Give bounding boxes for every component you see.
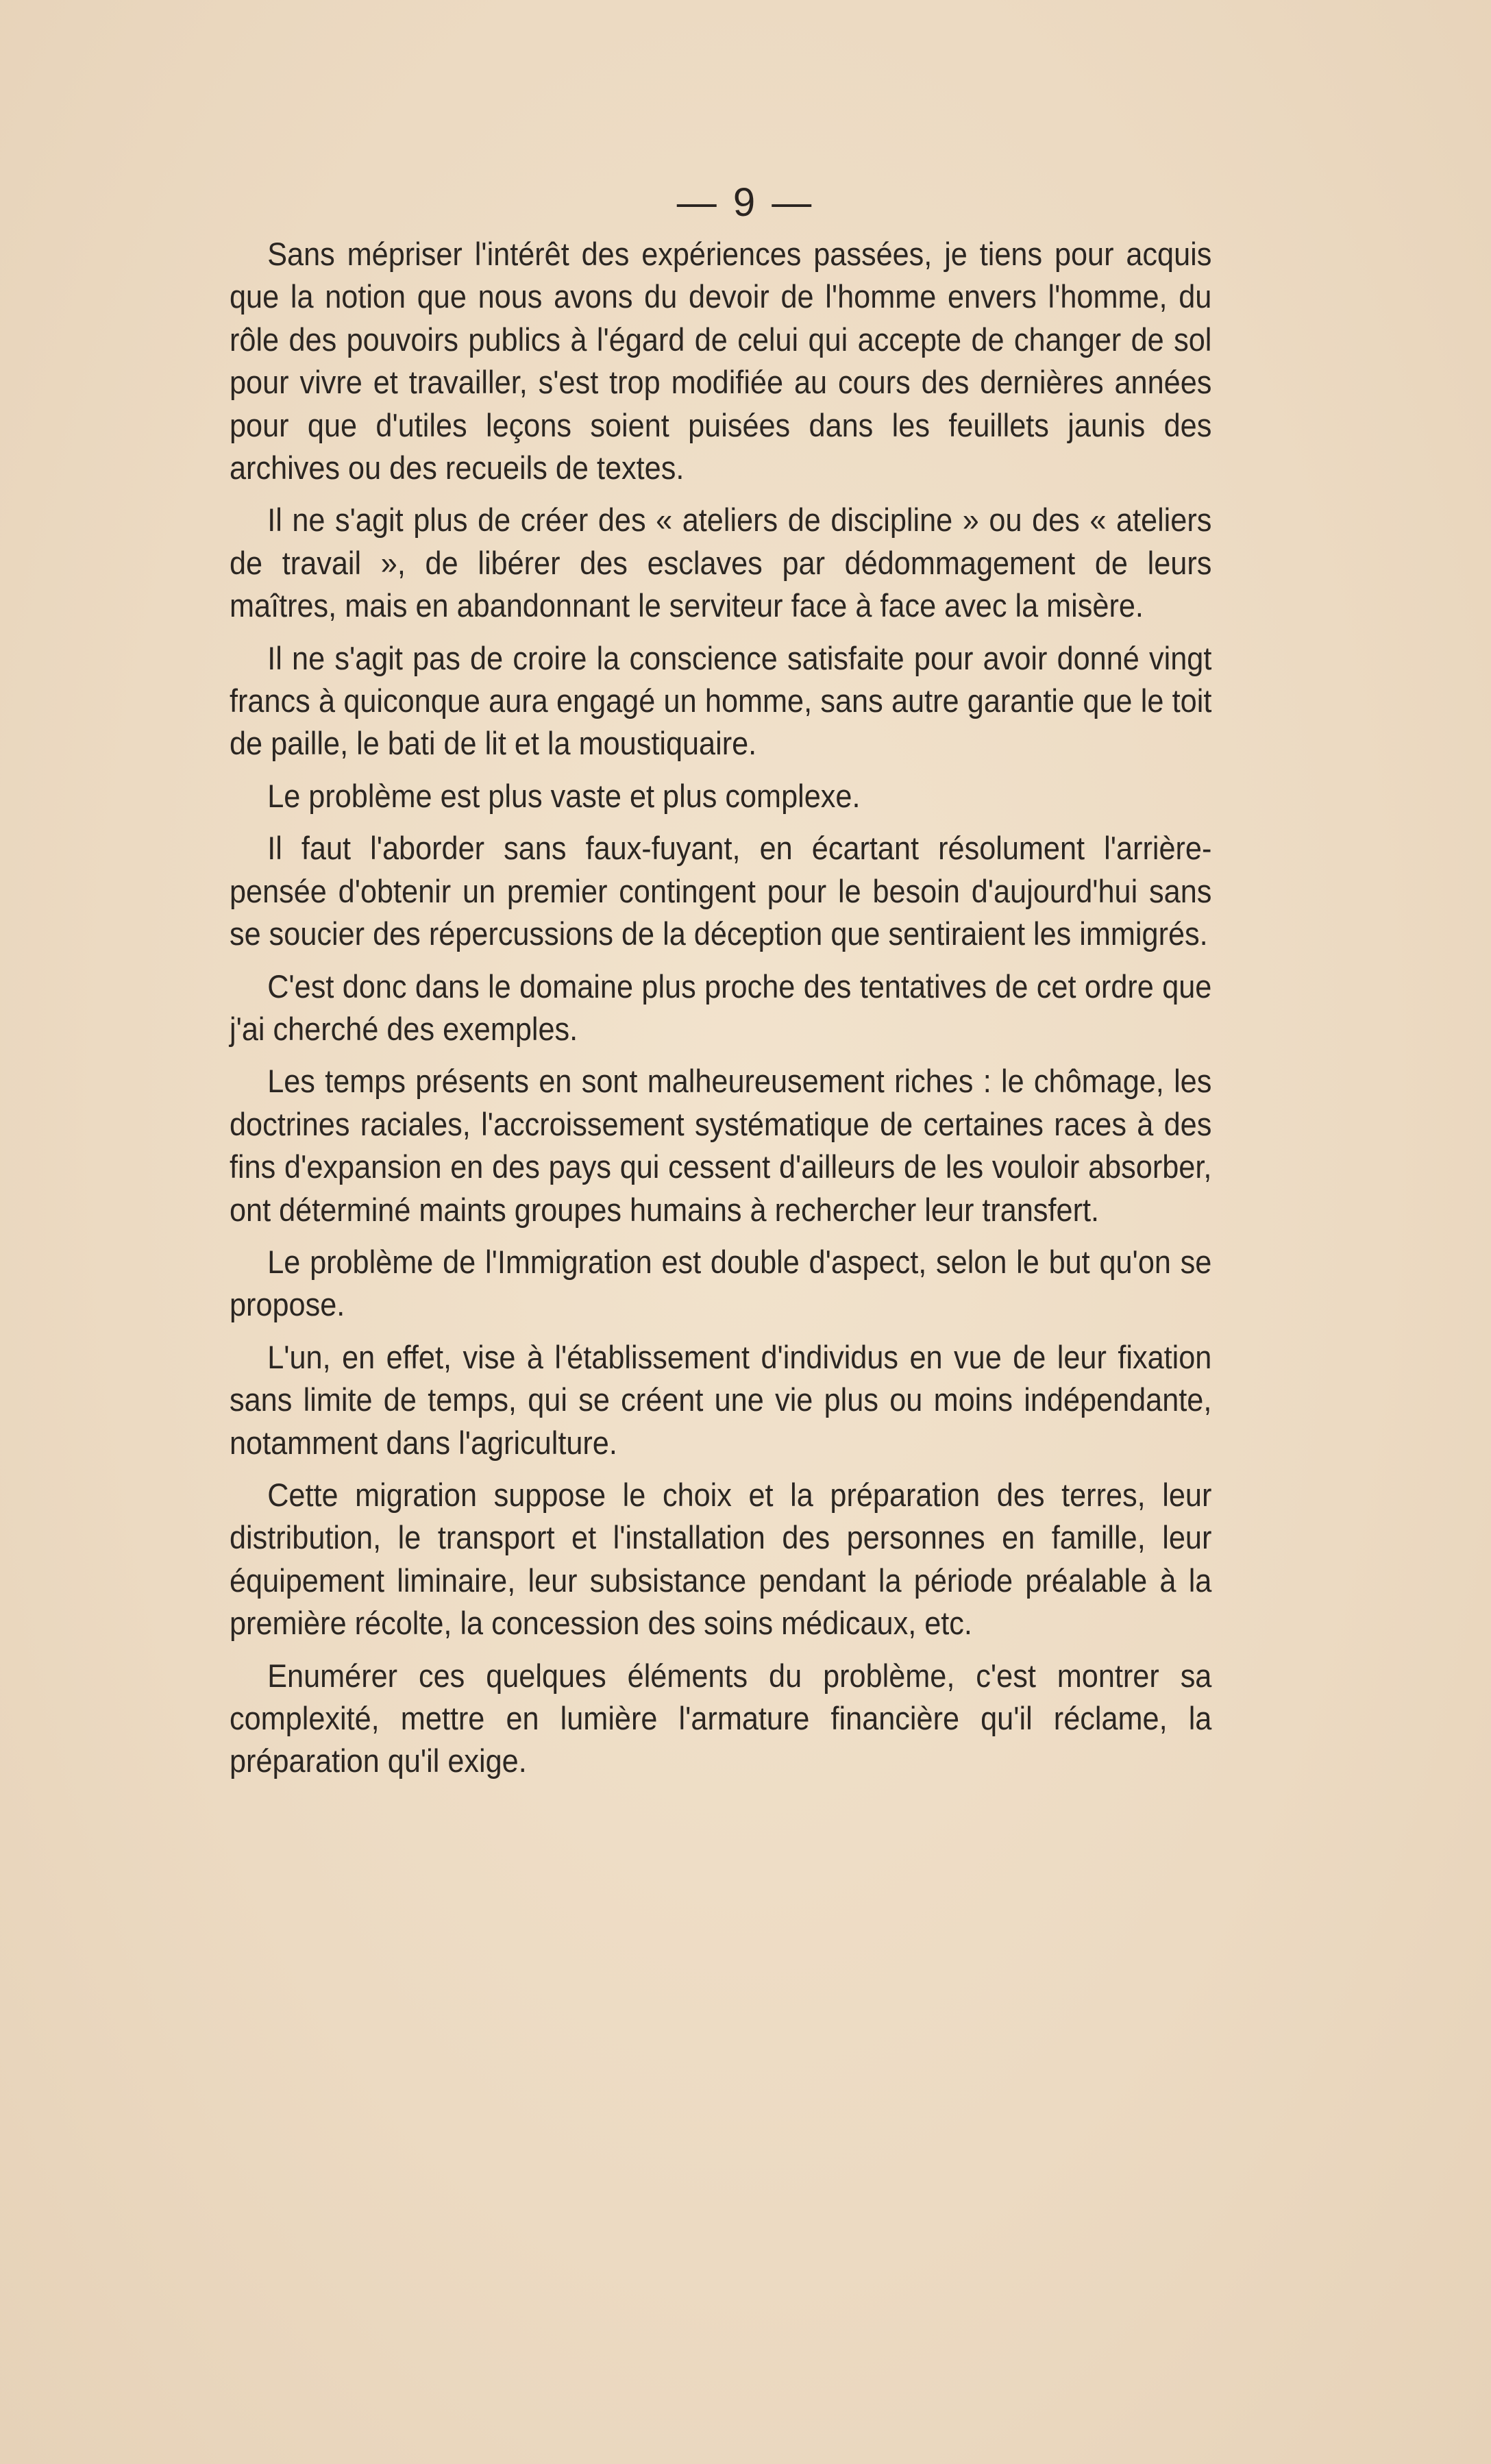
page-number: — 9 — [676, 180, 815, 225]
paragraph: Le problème est plus vaste et plus complexe. [267, 777, 861, 814]
paragraph: Cette migration suppose le choix et la préparation des terres, leur distribution, le transport et l'installation des personnes en famille, leur équipement liminaire, leur subsistance pendant la période préalable à la première récolte, la concession des soins médicaux, etc. [230, 1476, 1212, 1642]
paragraph: Il faut l'aborder sans faux-fuyant, en écartant résolument l'arrière-pensée d'obtenir un premier contingent pour le besoin d'aujourd'hui sans se soucier des répercussions de la déception que sentiraient les immigrés. [230, 830, 1212, 952]
paragraph: Il ne s'agit pas de croire la conscience satisfaite pour avoir donné vingt francs à quiconque aura engagé un homme, sans autre garantie que le toit de paille, le bati de lit et la moustiquaire. [230, 639, 1212, 762]
paragraph: Les temps présents en sont malheureusement riches : le chômage, les doctrines raciales, l'accroissement systématique de certaines races à des fins d'expansion en des pays qui cessent d'ailleurs de les vouloir absorber, ont déterminé maints groupes humains à rechercher leur transfert. [230, 1063, 1212, 1228]
paragraph: Sans mépriser l'intérêt des expériences passées, je tiens pour acquis que la notion que nous avons du devoir de l'homme envers l'homme, du rôle des pouvoirs publics à l'égard de celui qui accepte de changer de sol pour vivre et travailler, s'est trop modifiée au cours des dernières années pour que d'utiles leçons soient puisées dans les feuillets jaunis des archives ou des recueils de textes. [230, 236, 1212, 486]
body-text [230, 233, 1211, 1792]
paragraph: C'est donc dans le domaine plus proche des tentatives de cet ordre que j'ai cherché des exemples. [230, 968, 1212, 1047]
paragraph: Le problème de l'Immigration est double d'aspect, selon le but qu'on se propose. [230, 1243, 1212, 1323]
paragraph: L'un, en effet, vise à l'établissement d'individus en vue de leur fixation sans limite de temps, qui se créent une vie plus ou moins indépendante, notamment dans l'agriculture. [230, 1338, 1212, 1461]
paragraph: Enumérer ces quelques éléments du problème, c'est montrer sa complexité, mettre en lumière l'armature financière qu'il réclame, la préparation qu'il exige. [230, 1657, 1212, 1779]
paragraph: Il ne s'agit plus de créer des « ateliers de discipline » ou des « ateliers de travail », de libérer des esclaves par dédommagement de leurs maîtres, mais en abandonnant le serviteur face à face avec la misère. [230, 502, 1212, 624]
